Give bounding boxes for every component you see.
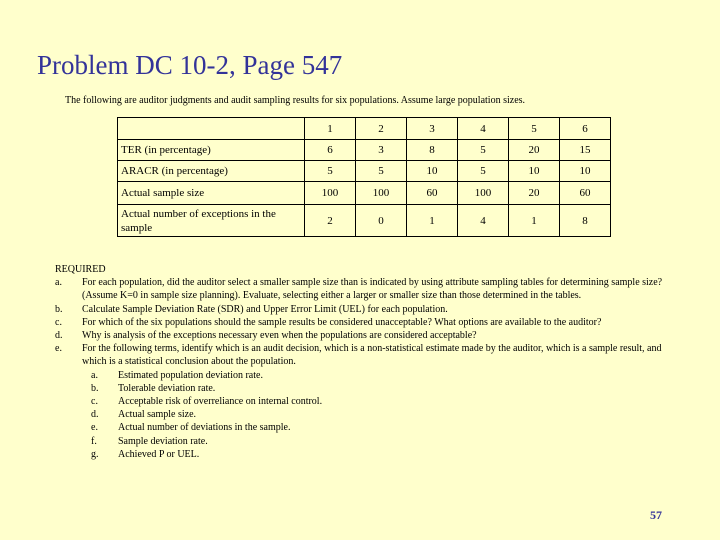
table-cell: 20 [509,182,560,205]
item-text: Why is analysis of the exceptions necessary even when the populations are considered acceptable? [82,330,477,342]
table-header-cell: 6 [560,118,611,140]
table-cell: 0 [356,205,407,237]
item-text: For which of the six populations should the sample results be considered unacceptable? What options are available to the auditor? [82,316,602,328]
intro-text: The following are auditor judgments and audit sampling results for six populations. Assume large population sizes. [65,95,526,106]
table-cell: 10 [509,161,560,182]
item-label: b. [55,303,63,315]
table-header-cell: 5 [509,118,560,140]
table-cell: 100 [458,182,509,205]
list-item [55,329,675,342]
required-heading: REQUIRED [55,264,106,275]
subitem-text: Actual sample size. [118,409,197,421]
table-row [118,140,611,161]
item-text: Calculate Sample Deviation Rate (SDR) and Upper Error Limit (UEL) for each population. [82,303,448,315]
sub-list-item [55,408,675,421]
page-number: 57 [650,508,662,522]
list-item [55,303,675,316]
table-cell: 60 [560,182,611,205]
sub-list-item [55,435,675,448]
required-section [55,263,675,461]
subitem-label: e. [91,422,98,434]
table-cell: 1 [407,205,458,237]
list-item [55,316,675,329]
list-item [55,342,675,368]
table-row [118,182,611,205]
sub-list-item [55,448,675,461]
table-header-cell: 4 [458,118,509,140]
subitem-text: Sample deviation rate. [118,435,208,447]
subitem-label: a. [91,369,98,381]
table-cell: 60 [407,182,458,205]
table-cell: 20 [509,140,560,161]
sub-list-item [55,421,675,434]
table-header-cell: 1 [305,118,356,140]
table-row [118,205,611,237]
sub-list-item [55,369,675,382]
sub-list-item [55,395,675,408]
item-text: For each population, did the auditor select a smaller sample size than is indicated by using attribute sampling tables for determining sample size? (Assume K=0 in sample size planning). Evaluate, selecting either a larger or smaller size than those determined in the tables. [82,277,663,302]
subitem-label: g. [91,448,99,460]
sampling-results-table [117,117,611,237]
table-cell: 10 [407,161,458,182]
table-cell: 5 [458,161,509,182]
subitem-label: c. [91,396,98,408]
table-cell: 15 [560,140,611,161]
table-cell: 2 [305,205,356,237]
sub-list-item [55,382,675,395]
subitem-label: d. [91,409,99,421]
subitem-text: Actual number of deviations in the sample. [118,422,291,434]
table-cell: 100 [356,182,407,205]
table-cell: 10 [560,161,611,182]
table-cell: 4 [458,205,509,237]
subitem-text: Estimated population deviation rate. [118,369,263,381]
page-title: Problem DC 10-2, Page 547 [37,50,343,80]
table-cell: 8 [560,205,611,237]
row-label: Actual sample size [118,182,305,205]
table-cell: 5 [458,140,509,161]
table-cell: 6 [305,140,356,161]
item-label: e. [55,343,62,355]
table-cell: 1 [509,205,560,237]
subitem-text: Achieved P or UEL. [118,448,200,460]
list-item [55,276,675,302]
row-label: ARACR (in percentage) [118,161,305,182]
table-cell: 100 [305,182,356,205]
table-cell: 5 [305,161,356,182]
row-label: TER (in percentage) [118,140,305,161]
subitem-text: Tolerable deviation rate. [118,382,216,394]
table-row [118,161,611,182]
subitem-text: Acceptable risk of overreliance on internal control. [118,396,323,408]
table-cell: 5 [356,161,407,182]
subitem-label: f. [91,435,97,447]
table-header-row [118,118,611,140]
item-label: d. [55,330,63,342]
table-cell: 3 [356,140,407,161]
item-label: c. [55,316,62,328]
table-header-cell: 3 [407,118,458,140]
table-header-cell [118,118,305,140]
table-header-cell: 2 [356,118,407,140]
item-label: a. [55,277,62,289]
item-text: For the following terms, identify which is an audit decision, which is a non-statistical estimate made by the auditor, which is a sample result, and which is a statistical conclusion about the population. [82,343,662,368]
table-cell: 8 [407,140,458,161]
subitem-label: b. [91,382,99,394]
row-label: Actual number of exceptions in the sample [118,205,305,237]
